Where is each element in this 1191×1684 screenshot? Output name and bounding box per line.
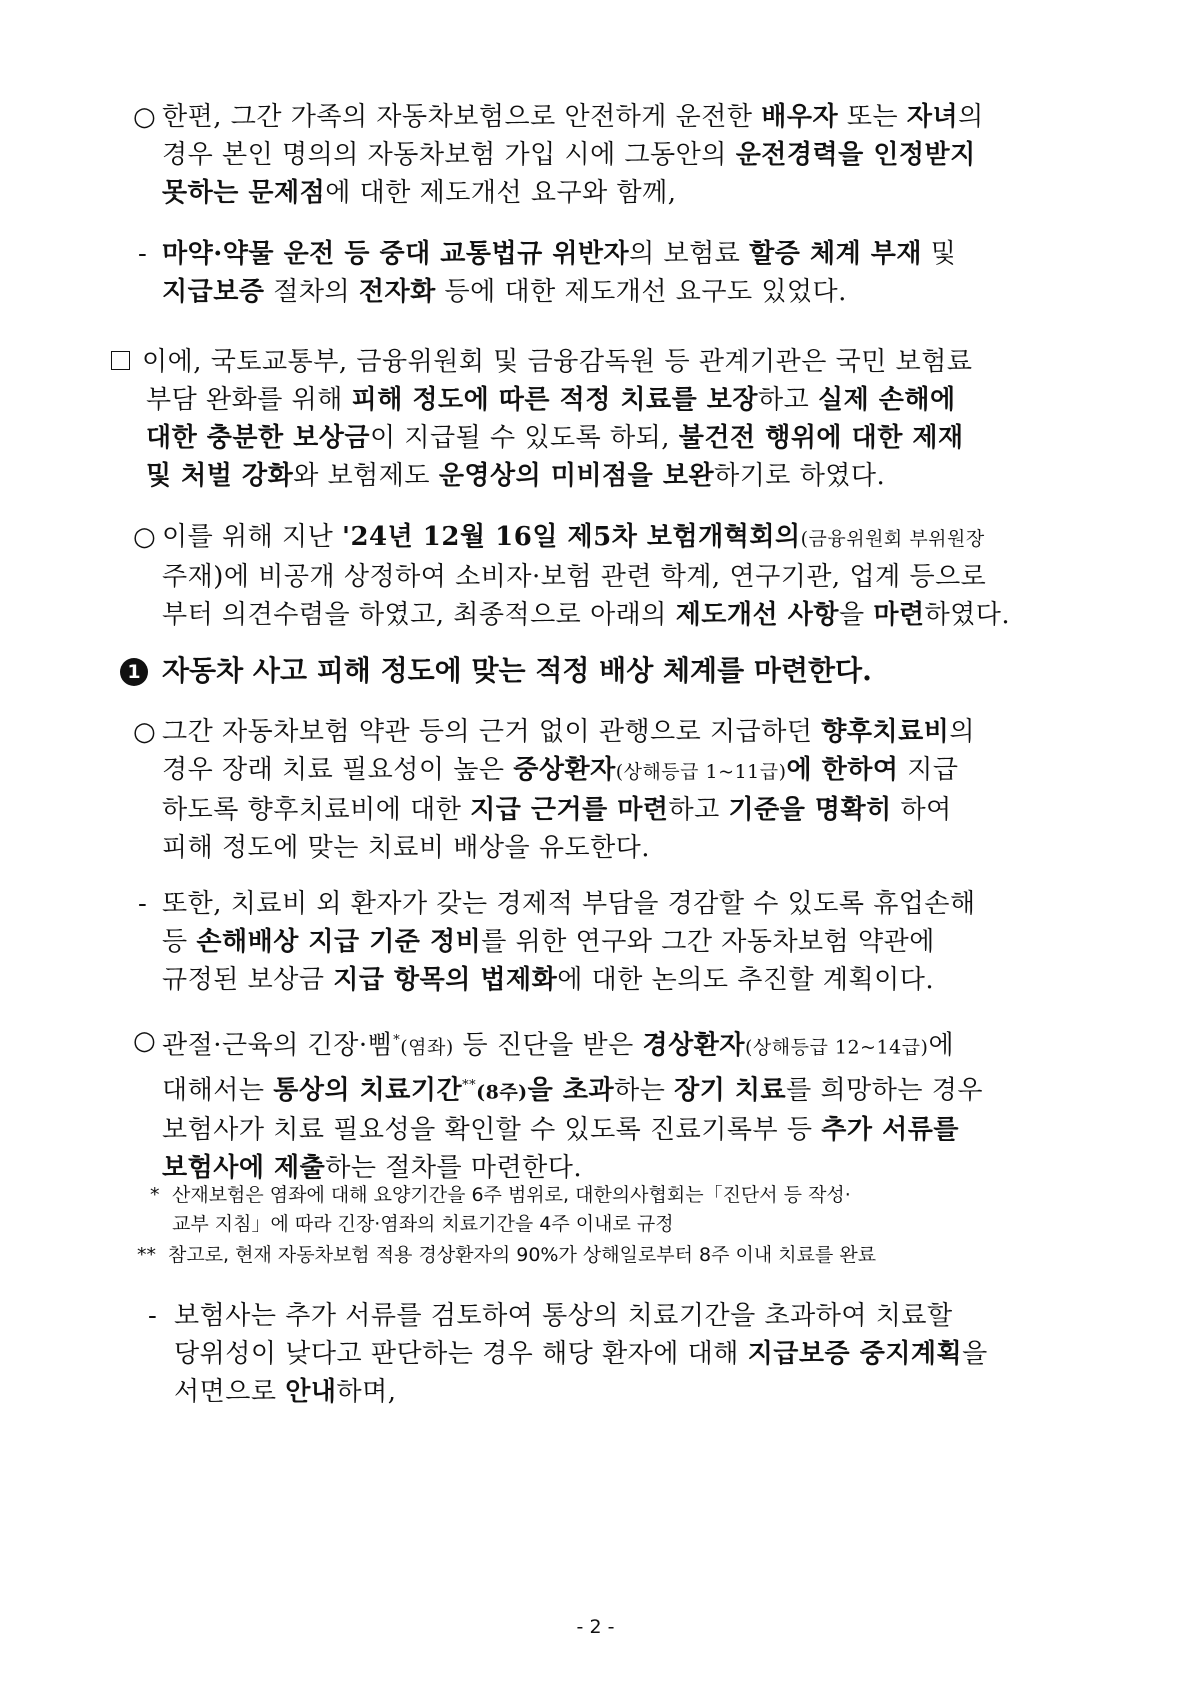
para-damage-compensation [162,885,976,999]
text-line: 관절·근육의 긴장·삠*(염좌) 등 진단을 받은 경상환자(상해등급 12~14급)에 [162,1030,955,1061]
footnote-1-line-1: 산재보험은 염좌에 대해 요양기간을 6주 범위로, 대한의사협회는「진단서 등 작성· [172,1184,851,1206]
circle-bullet-icon: ○ [133,1026,156,1056]
text-line: 부터 의견수렴을 하였고, 최종적으로 아래의 제도개선 사항을 마련하였다. [162,600,1011,630]
text-line: 한편, 그간 가족의 자동차보험으로 안전하게 운전한 배우자 또는 자녀의 [162,102,984,132]
text-line: 규정된 보상금 지급 항목의 법제화에 대한 논의도 추진할 계획이다. [162,965,935,995]
para-payment-guarantee-suspension [174,1297,988,1411]
section-heading-1: 1 자동차 사고 피해 정도에 맞는 적정 배상 체계를 마련한다. [120,651,872,691]
text-line: 그간 자동차보험 약관 등의 근거 없이 관행으로 지급하던 향후치료비의 [162,717,976,747]
circle-bullet-icon: ○ [133,717,156,747]
footnote-marker: * [150,1184,160,1206]
text-line: 대해서는 통상의 치료기간**(8주)을 초과하는 장기 치료를 희망하는 경우 [162,1075,983,1106]
text-line: 등 손해배상 지급 기준 정비를 위한 연구와 그간 자동차보험 약관에 [162,927,935,957]
square-bullet-icon [111,343,130,381]
text-line: 이에, 국토교통부, 금융위원회 및 금융감독원 등 관계기관은 국민 보험료 [142,347,973,377]
para-family-driving-experience [162,98,984,212]
text-line: 서면으로 안내하며, [174,1377,397,1407]
text-line: 경우 본인 명의의 자동차보험 가입 시에 그동안의 운전경력을 인정받지 [162,140,976,170]
dash-bullet-icon: - [138,889,147,919]
text-line: 못하는 문제점에 대한 제도개선 요구와 함께, [162,178,677,208]
para-institutions-plan [142,343,973,495]
text-line: 보험사에 제출하는 절차를 마련한다. [162,1153,583,1184]
text-line: 주재)에 비공개 상정하여 소비자·보험 관련 학계, 연구기관, 업계 등으로 [162,562,987,592]
text-line: 또한, 치료비 외 환자가 갖는 경제적 부담을 경감할 수 있도록 휴업손해 [162,889,976,919]
para-reform-meeting [162,518,1010,634]
para-minor-injury [162,1022,983,1187]
text-line: 마약·약물 운전 등 중대 교통법규 위반자의 보험료 할증 체계 부재 및 [162,239,957,269]
dash-bullet-icon: - [138,239,147,269]
footnote-1-line-2: 교부 지침」에 따라 긴장·염좌의 치료기간을 4주 이내로 규정 [172,1213,674,1235]
para-future-treatment-cost [162,713,975,867]
footnote-2: 참고로, 현재 자동차보험 적용 경상환자의 90%가 상해일로부터 8주 이내 치료를 완료 [168,1244,877,1266]
footnote-marker: ** [137,1244,156,1266]
text-line: 및 처벌 강화와 보험제도 운영상의 미비점을 보완하기로 하였다. [146,461,886,491]
text-line: 이를 위해 지난 '24년 12월 16일 제5차 보험개혁회의(금융위원회 부위원장 [162,522,985,552]
text-line: 대한 충분한 보상금이 지급될 수 있도록 하되, 불건전 행위에 대한 제재 [146,423,964,453]
circle-bullet-icon: ○ [133,522,156,552]
text-line: 보험사는 추가 서류를 검토하여 통상의 치료기간을 초과하여 치료할 [174,1301,953,1331]
text-line: 하도록 향후치료비에 대한 지급 근거를 마련하고 기준을 명확히 하여 [162,795,952,825]
para-violator-premium [162,235,956,311]
text-line: 경우 장래 치료 필요성이 높은 중상환자(상해등급 1~11급)에 한하여 지급 [162,755,959,785]
text-line: 당위성이 낮다고 판단하는 경우 해당 환자에 대해 지급보증 중지계획을 [174,1339,988,1369]
circle-bullet-icon: ○ [133,102,156,132]
page-number: - 2 - [576,1616,615,1638]
dash-bullet-icon: - [148,1301,157,1331]
text-line: 보험사가 치료 필요성을 확인할 수 있도록 진료기록부 등 추가 서류를 [162,1115,959,1146]
text-line: 지급보증 절차의 전자화 등에 대한 제도개선 요구도 있었다. [162,277,847,307]
number-badge-icon: 1 [120,658,148,686]
text-line: 피해 정도에 맞는 치료비 배상을 유도한다. [162,833,651,863]
text-line: 부담 완화를 위해 피해 정도에 따른 적정 치료를 보장하고 실제 손해에 [146,385,956,415]
